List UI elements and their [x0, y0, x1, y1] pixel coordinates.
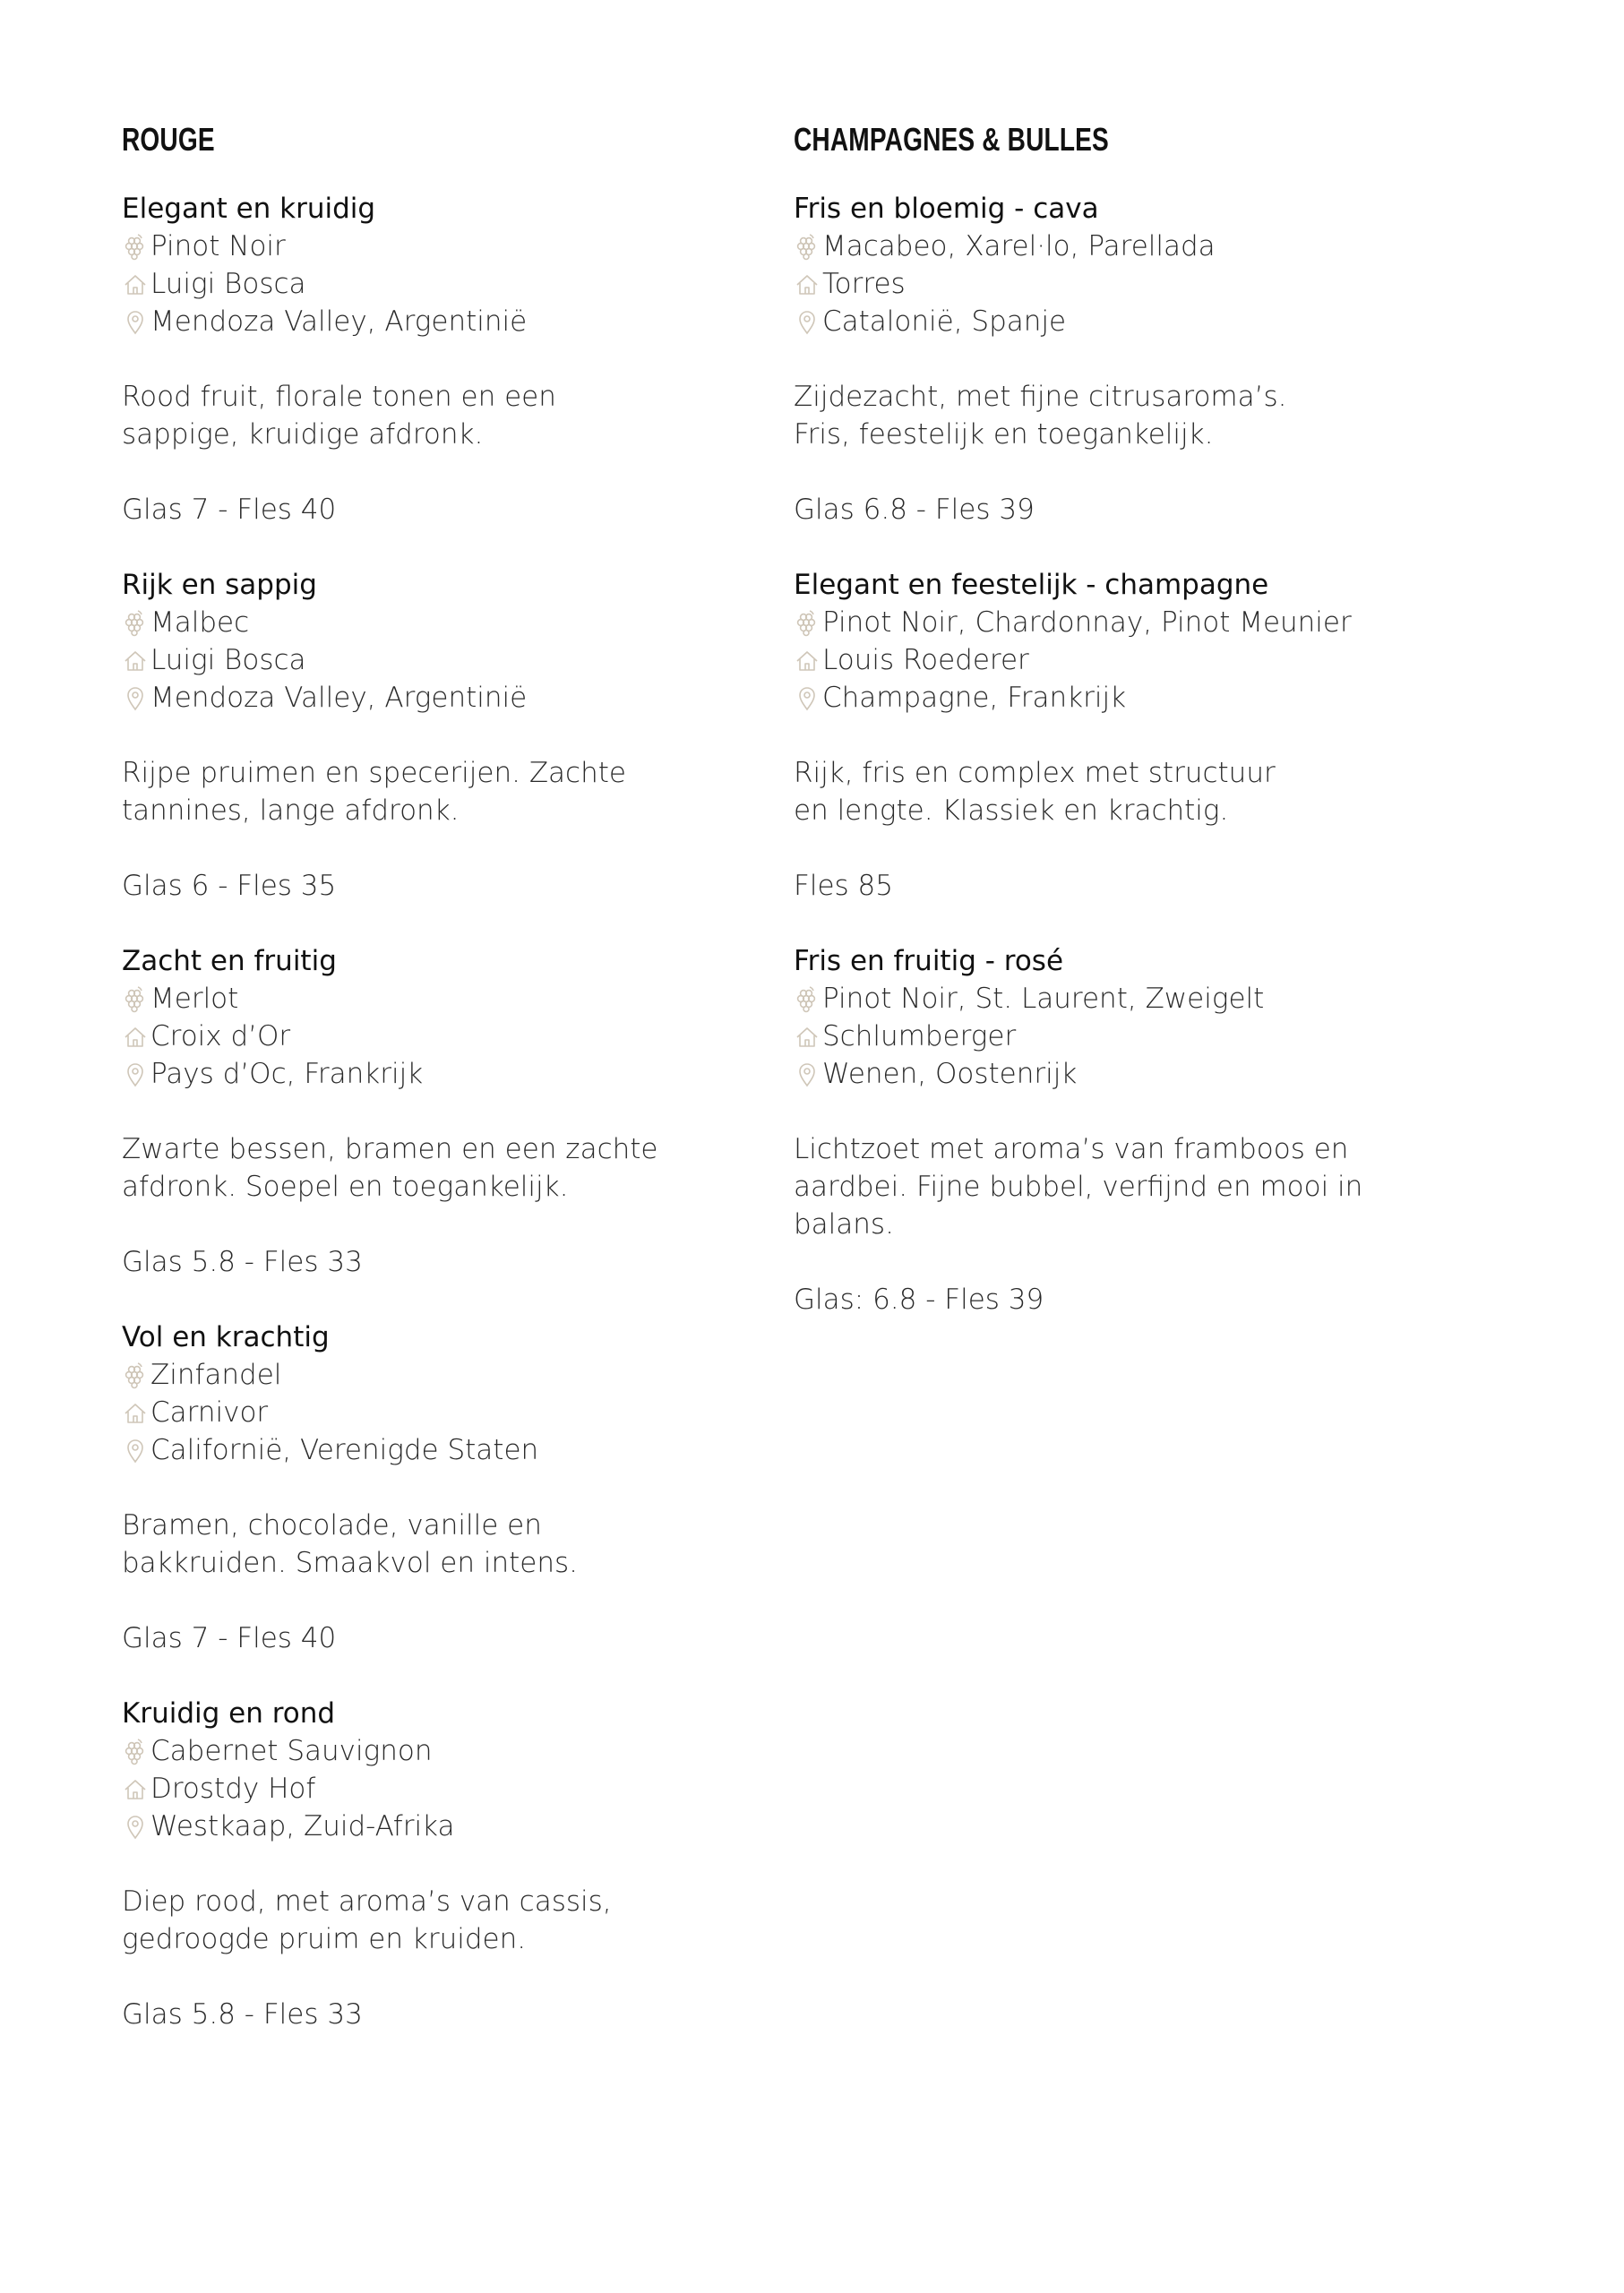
description-line: Fris, feestelijk en toegankelijk. [794, 418, 1214, 451]
wine-name: Fris en bloemig - cava [794, 193, 1099, 225]
wine-entry [794, 190, 1439, 528]
grape-variety-row [122, 980, 767, 1018]
wine-price: Glas 5.8 - Fles 33 [122, 1246, 363, 1278]
description-line: en lengte. Klassiek en krachtig. [794, 794, 1229, 827]
grape-variety-row [794, 980, 1439, 1018]
producer-row [794, 265, 1439, 303]
house-icon [122, 1398, 149, 1427]
wine-name: Fris en fruitig - rosé [794, 945, 1064, 977]
spacer [122, 1206, 767, 1243]
location-pin-icon [122, 683, 149, 712]
description-line: Rood fruit, florale tonen en een [122, 381, 556, 413]
producer: Luigi Bosca [150, 268, 306, 300]
region-row [794, 303, 1439, 340]
spacer [794, 453, 1439, 491]
spacer [794, 829, 1439, 867]
location-pin-icon [122, 307, 149, 336]
wine-price: Glas 6.8 - Fles 39 [794, 494, 1035, 526]
wine-price: Glas 5.8 - Fles 33 [122, 1998, 363, 2031]
producer: Carnivor [150, 1396, 269, 1429]
wine-description [122, 1883, 767, 1958]
spacer [122, 829, 767, 867]
location-pin-icon [122, 1060, 149, 1088]
region-row [794, 679, 1439, 717]
spacer [122, 1093, 767, 1130]
producer: Luigi Bosca [150, 644, 306, 676]
region: Westkaap, Zuid-Afrika [150, 1810, 455, 1842]
description-line: Rijk, fris en complex met structuur [794, 757, 1276, 789]
house-icon [122, 1774, 149, 1803]
region-row [122, 1808, 767, 1845]
region: Wenen, Oostenrijk [822, 1058, 1078, 1090]
description-line: Rijpe pruimen en specerijen. Zachte [122, 757, 626, 789]
region-row [122, 1431, 767, 1469]
section-title-champagnes: CHAMPAGNES & BULLES [794, 121, 1109, 158]
spacer [794, 1243, 1439, 1281]
producer: Louis Roederer [822, 644, 1029, 676]
grape-variety-row [794, 228, 1439, 265]
spacer [122, 1582, 767, 1619]
region: Californië, Verenigde Staten [150, 1434, 539, 1466]
producer-row [122, 1770, 767, 1808]
house-icon [794, 270, 821, 298]
wine-description [122, 754, 767, 829]
spacer [794, 340, 1439, 378]
region: Champagne, Frankrijk [822, 682, 1127, 714]
wine-entry [122, 566, 767, 905]
producer-row [122, 1018, 767, 1055]
region: Catalonië, Spanje [822, 305, 1067, 338]
region-row [122, 303, 767, 340]
grape-variety: Cabernet Sauvignon [150, 1735, 433, 1767]
producer-row [794, 1018, 1439, 1055]
wine-name: Vol en krachtig [122, 1321, 330, 1353]
region: Pays d’Oc, Frankrijk [150, 1058, 424, 1090]
location-pin-icon [122, 1436, 149, 1464]
wine-description [794, 378, 1439, 453]
producer: Schlumberger [822, 1020, 1017, 1052]
champagnes-column [794, 115, 1439, 1356]
region: Mendoza Valley, Argentinië [150, 305, 528, 338]
grape-icon [122, 1361, 149, 1389]
spacer [122, 1958, 767, 1996]
description-line: Lichtzoet met aroma’s van framboos en [794, 1133, 1349, 1165]
spacer [794, 1093, 1439, 1130]
location-pin-icon [794, 307, 821, 336]
wine-name: Zacht en fruitig [122, 945, 337, 977]
grape-variety-row [122, 1732, 767, 1770]
producer-row [122, 265, 767, 303]
grape-variety: Pinot Noir, St. Laurent, Zweigelt [822, 983, 1265, 1015]
grape-icon [122, 1737, 149, 1765]
grape-variety-row [122, 1356, 767, 1394]
producer: Croix d’Or [150, 1020, 291, 1052]
wine-entry [122, 1695, 767, 2033]
wine-description [794, 1130, 1439, 1243]
location-pin-icon [794, 683, 821, 712]
description-line: balans. [794, 1208, 894, 1241]
description-line: gedroogde pruim en kruiden. [122, 1923, 527, 1955]
grape-variety: Pinot Noir, Chardonnay, Pinot Meunier [822, 606, 1352, 639]
wine-name: Elegant en feestelijk - champagne [794, 569, 1269, 601]
grape-icon [122, 232, 149, 261]
house-icon [122, 1022, 149, 1051]
description-line: bakkruiden. Smaakvol en intens. [122, 1547, 579, 1579]
location-pin-icon [122, 1812, 149, 1841]
region: Mendoza Valley, Argentinië [150, 682, 528, 714]
wine-description [794, 754, 1439, 829]
grape-icon [122, 608, 149, 637]
spacer [122, 453, 767, 491]
wine-price: Glas 7 - Fles 40 [122, 1622, 337, 1654]
grape-variety: Merlot [150, 983, 239, 1015]
producer: Drostdy Hof [150, 1773, 316, 1805]
wine-price: Glas: 6.8 - Fles 39 [794, 1284, 1044, 1316]
grape-variety: Malbec [150, 606, 250, 639]
grape-icon [794, 232, 821, 261]
grape-variety-row [122, 228, 767, 265]
spacer [122, 1469, 767, 1507]
grape-variety-row [794, 604, 1439, 641]
grape-variety-row [122, 604, 767, 641]
description-line: Zijdezacht, met fijne citrusaroma’s. [794, 381, 1287, 413]
spacer [794, 717, 1439, 754]
description-line: Diep rood, met aroma’s van cassis, [122, 1885, 612, 1918]
spacer [122, 1845, 767, 1883]
description-line: Zwarte bessen, bramen en een zachte [122, 1133, 658, 1165]
wine-entry [794, 942, 1439, 1318]
house-icon [122, 270, 149, 298]
producer-row [122, 641, 767, 679]
wine-description [122, 378, 767, 453]
grape-icon [794, 984, 821, 1013]
description-line: Bramen, chocolade, vanille en [122, 1509, 542, 1542]
location-pin-icon [794, 1060, 821, 1088]
house-icon [794, 646, 821, 674]
spacer [122, 340, 767, 378]
grape-variety: Pinot Noir [150, 230, 286, 262]
wine-name: Elegant en kruidig [122, 193, 376, 225]
producer-row [122, 1394, 767, 1431]
description-line: sappige, kruidige afdronk. [122, 418, 484, 451]
wine-name: Rijk en sappig [122, 569, 317, 601]
wine-name: Kruidig en rond [122, 1697, 336, 1730]
description-line: afdronk. Soepel en toegankelijk. [122, 1171, 569, 1203]
section-title-rouge: ROUGE [122, 121, 215, 158]
house-icon [122, 646, 149, 674]
grape-icon [122, 984, 149, 1013]
producer-row [794, 641, 1439, 679]
grape-icon [794, 608, 821, 637]
grape-variety: Zinfandel [150, 1359, 282, 1391]
wine-price: Glas 6 - Fles 35 [122, 870, 337, 902]
wine-entry [122, 1318, 767, 1657]
description-line: aardbei. Fijne bubbel, verfijnd en mooi in [794, 1171, 1363, 1203]
rouge-column [122, 115, 767, 2071]
region-row [122, 679, 767, 717]
grape-variety: Macabeo, Xarel·lo, Parellada [822, 230, 1216, 262]
wine-entry [122, 942, 767, 1281]
wine-description [122, 1507, 767, 1582]
wine-entry [794, 566, 1439, 905]
wine-entry [122, 190, 767, 528]
wine-description [122, 1130, 767, 1206]
region-row [122, 1055, 767, 1093]
description-line: tannines, lange afdronk. [122, 794, 460, 827]
producer: Torres [822, 268, 906, 300]
house-icon [794, 1022, 821, 1051]
spacer [122, 717, 767, 754]
region-row [794, 1055, 1439, 1093]
wine-price: Glas 7 - Fles 40 [122, 494, 337, 526]
wine-price: Fles 85 [794, 870, 893, 902]
